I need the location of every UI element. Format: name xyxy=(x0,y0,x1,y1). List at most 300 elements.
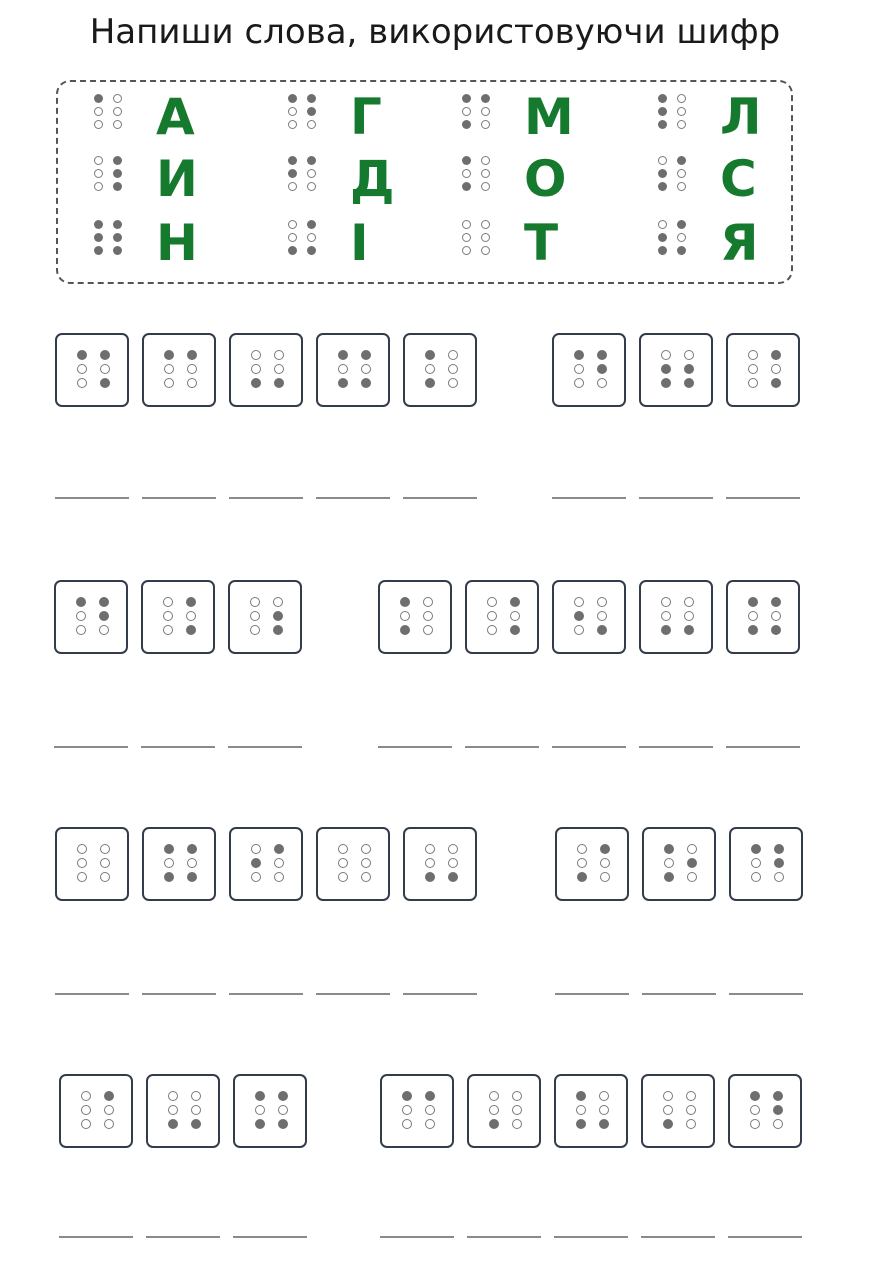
empty-dot xyxy=(104,1119,114,1129)
empty-dot xyxy=(686,1091,696,1101)
empty-dot xyxy=(250,611,260,621)
empty-dot xyxy=(597,611,607,621)
empty-dot xyxy=(748,611,758,621)
empty-dot xyxy=(574,364,584,374)
empty-dot xyxy=(76,625,86,635)
empty-dot xyxy=(251,350,261,360)
raised-dot xyxy=(307,246,316,255)
braille-tile xyxy=(380,1074,454,1148)
braille-tile xyxy=(59,1074,133,1148)
empty-dot xyxy=(686,1105,696,1115)
raised-dot xyxy=(684,625,694,635)
braille-tile xyxy=(642,827,716,901)
cipher-key-letter: Т xyxy=(524,214,559,272)
raised-dot xyxy=(278,1091,288,1101)
raised-dot xyxy=(510,625,520,635)
cipher-key-letter: Д xyxy=(350,150,395,208)
empty-dot xyxy=(77,858,87,868)
raised-dot xyxy=(658,107,667,116)
empty-dot xyxy=(77,364,87,374)
answer-blank[interactable] xyxy=(59,1236,133,1238)
empty-dot xyxy=(250,625,260,635)
answer-blank[interactable] xyxy=(728,1236,802,1238)
raised-dot xyxy=(576,1119,586,1129)
raised-dot xyxy=(658,246,667,255)
empty-dot xyxy=(661,350,671,360)
empty-dot xyxy=(663,1091,673,1101)
raised-dot xyxy=(113,246,122,255)
empty-dot xyxy=(187,378,197,388)
raised-dot xyxy=(164,872,174,882)
empty-dot xyxy=(748,350,758,360)
raised-dot xyxy=(425,378,435,388)
raised-dot xyxy=(577,872,587,882)
empty-dot xyxy=(402,1119,412,1129)
cipher-key-letter: І xyxy=(350,214,369,272)
answer-blank[interactable] xyxy=(554,1236,628,1238)
empty-dot xyxy=(187,364,197,374)
raised-dot xyxy=(771,625,781,635)
empty-dot xyxy=(677,107,686,116)
empty-dot xyxy=(687,872,697,882)
empty-dot xyxy=(661,597,671,607)
raised-dot xyxy=(187,872,197,882)
empty-dot xyxy=(677,182,686,191)
raised-dot xyxy=(274,844,284,854)
empty-dot xyxy=(481,156,490,165)
empty-dot xyxy=(574,597,584,607)
raised-dot xyxy=(600,844,610,854)
raised-dot xyxy=(77,350,87,360)
empty-dot xyxy=(425,858,435,868)
raised-dot xyxy=(658,182,667,191)
raised-dot xyxy=(307,220,316,229)
answer-blank[interactable] xyxy=(378,746,452,748)
raised-dot xyxy=(255,1091,265,1101)
raised-dot xyxy=(113,233,122,242)
raised-dot xyxy=(307,94,316,103)
empty-dot xyxy=(164,378,174,388)
raised-dot xyxy=(100,378,110,388)
empty-dot xyxy=(481,120,490,129)
empty-dot xyxy=(773,1119,783,1129)
raised-dot xyxy=(402,1091,412,1101)
raised-dot xyxy=(661,364,671,374)
empty-dot xyxy=(307,182,316,191)
raised-dot xyxy=(251,378,261,388)
raised-dot xyxy=(661,378,671,388)
braille-tile xyxy=(378,580,452,654)
empty-dot xyxy=(250,597,260,607)
answer-blank[interactable] xyxy=(233,1236,307,1238)
empty-dot xyxy=(771,611,781,621)
cipher-key-letter: Г xyxy=(350,88,382,146)
braille-tile xyxy=(316,827,390,901)
raised-dot xyxy=(113,182,122,191)
raised-dot xyxy=(187,844,197,854)
raised-dot xyxy=(186,625,196,635)
raised-dot xyxy=(677,246,686,255)
empty-dot xyxy=(361,858,371,868)
braille-tile xyxy=(728,1074,802,1148)
empty-dot xyxy=(77,872,87,882)
raised-dot xyxy=(113,220,122,229)
raised-dot xyxy=(771,597,781,607)
empty-dot xyxy=(191,1105,201,1115)
raised-dot xyxy=(338,350,348,360)
raised-dot xyxy=(273,625,283,635)
raised-dot xyxy=(462,156,471,165)
empty-dot xyxy=(81,1105,91,1115)
answer-blank[interactable] xyxy=(229,497,303,499)
braille-tile xyxy=(554,1074,628,1148)
empty-dot xyxy=(81,1091,91,1101)
empty-dot xyxy=(168,1091,178,1101)
empty-dot xyxy=(251,872,261,882)
raised-dot xyxy=(448,872,458,882)
braille-tile xyxy=(141,580,215,654)
empty-dot xyxy=(487,611,497,621)
raised-dot xyxy=(664,872,674,882)
raised-dot xyxy=(338,378,348,388)
raised-dot xyxy=(251,858,261,868)
empty-dot xyxy=(307,233,316,242)
empty-dot xyxy=(481,169,490,178)
answer-blank[interactable] xyxy=(465,746,539,748)
braille-tile xyxy=(55,827,129,901)
answer-blank[interactable] xyxy=(229,993,303,995)
raised-dot xyxy=(462,182,471,191)
answer-blank[interactable] xyxy=(403,993,477,995)
empty-dot xyxy=(574,378,584,388)
braille-tile xyxy=(228,580,302,654)
braille-tile xyxy=(142,333,216,407)
empty-dot xyxy=(462,233,471,242)
empty-dot xyxy=(81,1119,91,1129)
empty-dot xyxy=(163,611,173,621)
empty-dot xyxy=(574,625,584,635)
empty-dot xyxy=(425,1105,435,1115)
raised-dot xyxy=(104,1091,114,1101)
answer-blank[interactable] xyxy=(642,993,716,995)
raised-dot xyxy=(288,94,297,103)
raised-dot xyxy=(273,611,283,621)
empty-dot xyxy=(423,611,433,621)
empty-dot xyxy=(274,858,284,868)
raised-dot xyxy=(274,378,284,388)
raised-dot xyxy=(187,350,197,360)
empty-dot xyxy=(774,872,784,882)
empty-dot xyxy=(481,246,490,255)
raised-dot xyxy=(658,94,667,103)
empty-dot xyxy=(600,858,610,868)
raised-dot xyxy=(94,233,103,242)
answer-blank[interactable] xyxy=(467,1236,541,1238)
empty-dot xyxy=(288,233,297,242)
raised-dot xyxy=(510,597,520,607)
answer-blank[interactable] xyxy=(228,746,302,748)
raised-dot xyxy=(425,1091,435,1101)
braille-tile xyxy=(639,333,713,407)
raised-dot xyxy=(748,625,758,635)
answer-blank[interactable] xyxy=(729,993,803,995)
empty-dot xyxy=(748,364,758,374)
empty-dot xyxy=(76,611,86,621)
cipher-key-letter: Л xyxy=(720,88,762,146)
empty-dot xyxy=(577,844,587,854)
raised-dot xyxy=(361,350,371,360)
empty-dot xyxy=(338,364,348,374)
raised-dot xyxy=(99,597,109,607)
raised-dot xyxy=(489,1119,499,1129)
empty-dot xyxy=(113,120,122,129)
empty-dot xyxy=(677,94,686,103)
cipher-key-letter: С xyxy=(720,150,757,208)
empty-dot xyxy=(684,350,694,360)
empty-dot xyxy=(100,844,110,854)
cipher-key-letter: И xyxy=(156,150,198,208)
answer-blank[interactable] xyxy=(555,993,629,995)
empty-dot xyxy=(597,378,607,388)
braille-tile xyxy=(316,333,390,407)
empty-dot xyxy=(94,107,103,116)
empty-dot xyxy=(288,220,297,229)
raised-dot xyxy=(574,350,584,360)
raised-dot xyxy=(599,1119,609,1129)
empty-dot xyxy=(658,156,667,165)
cipher-key-box xyxy=(56,80,793,284)
raised-dot xyxy=(481,94,490,103)
empty-dot xyxy=(251,844,261,854)
empty-dot xyxy=(448,844,458,854)
raised-dot xyxy=(663,1119,673,1129)
empty-dot xyxy=(687,844,697,854)
raised-dot xyxy=(278,1119,288,1129)
empty-dot xyxy=(600,872,610,882)
answer-blank[interactable] xyxy=(141,746,215,748)
empty-dot xyxy=(191,1091,201,1101)
cipher-key-letter: О xyxy=(524,150,567,208)
raised-dot xyxy=(164,350,174,360)
empty-dot xyxy=(94,120,103,129)
empty-dot xyxy=(751,872,761,882)
empty-dot xyxy=(751,858,761,868)
empty-dot xyxy=(338,844,348,854)
answer-blank[interactable] xyxy=(639,746,713,748)
empty-dot xyxy=(186,611,196,621)
empty-dot xyxy=(113,107,122,116)
cipher-key-letter: Н xyxy=(156,214,198,272)
answer-blank[interactable] xyxy=(641,1236,715,1238)
page-title: Напиши слова, використовуючи шифр xyxy=(89,12,781,52)
empty-dot xyxy=(686,1119,696,1129)
raised-dot xyxy=(288,246,297,255)
empty-dot xyxy=(273,597,283,607)
empty-dot xyxy=(94,156,103,165)
raised-dot xyxy=(76,597,86,607)
empty-dot xyxy=(278,1105,288,1115)
cipher-key-letter: А xyxy=(156,88,195,146)
empty-dot xyxy=(748,378,758,388)
empty-dot xyxy=(510,611,520,621)
braille-tile xyxy=(726,333,800,407)
empty-dot xyxy=(448,350,458,360)
empty-dot xyxy=(487,625,497,635)
raised-dot xyxy=(773,1105,783,1115)
raised-dot xyxy=(288,169,297,178)
empty-dot xyxy=(94,169,103,178)
raised-dot xyxy=(94,246,103,255)
braille-tile xyxy=(552,333,626,407)
empty-dot xyxy=(462,169,471,178)
braille-tile xyxy=(403,827,477,901)
cipher-key-letter: Я xyxy=(720,214,759,272)
raised-dot xyxy=(361,378,371,388)
raised-dot xyxy=(658,169,667,178)
answer-blank[interactable] xyxy=(55,993,129,995)
empty-dot xyxy=(684,597,694,607)
braille-tile xyxy=(233,1074,307,1148)
raised-dot xyxy=(751,844,761,854)
answer-blank[interactable] xyxy=(54,746,128,748)
raised-dot xyxy=(288,156,297,165)
empty-dot xyxy=(113,94,122,103)
empty-dot xyxy=(750,1119,760,1129)
empty-dot xyxy=(338,872,348,882)
answer-blank[interactable] xyxy=(639,497,713,499)
braille-tile xyxy=(726,580,800,654)
empty-dot xyxy=(448,378,458,388)
braille-tile xyxy=(54,580,128,654)
answer-blank[interactable] xyxy=(552,497,626,499)
raised-dot xyxy=(94,94,103,103)
raised-dot xyxy=(661,625,671,635)
answer-blank[interactable] xyxy=(552,746,626,748)
empty-dot xyxy=(361,364,371,374)
answer-blank[interactable] xyxy=(380,1236,454,1238)
empty-dot xyxy=(487,597,497,607)
raised-dot xyxy=(425,350,435,360)
empty-dot xyxy=(94,182,103,191)
empty-dot xyxy=(288,182,297,191)
raised-dot xyxy=(307,156,316,165)
empty-dot xyxy=(163,597,173,607)
raised-dot xyxy=(400,625,410,635)
empty-dot xyxy=(462,246,471,255)
raised-dot xyxy=(774,858,784,868)
raised-dot xyxy=(658,233,667,242)
raised-dot xyxy=(425,872,435,882)
raised-dot xyxy=(773,1091,783,1101)
raised-dot xyxy=(774,844,784,854)
answer-blank[interactable] xyxy=(55,497,129,499)
raised-dot xyxy=(597,364,607,374)
empty-dot xyxy=(661,611,671,621)
cipher-key-letter: М xyxy=(524,88,574,146)
raised-dot xyxy=(113,156,122,165)
raised-dot xyxy=(664,844,674,854)
empty-dot xyxy=(100,364,110,374)
raised-dot xyxy=(771,350,781,360)
empty-dot xyxy=(100,872,110,882)
raised-dot xyxy=(677,156,686,165)
raised-dot xyxy=(684,378,694,388)
raised-dot xyxy=(658,120,667,129)
braille-tile xyxy=(552,580,626,654)
empty-dot xyxy=(597,597,607,607)
answer-blank[interactable] xyxy=(146,1236,220,1238)
braille-tile xyxy=(729,827,803,901)
empty-dot xyxy=(512,1119,522,1129)
answer-blank[interactable] xyxy=(316,993,390,995)
empty-dot xyxy=(307,120,316,129)
empty-dot xyxy=(288,107,297,116)
empty-dot xyxy=(489,1091,499,1101)
empty-dot xyxy=(168,1105,178,1115)
answer-blank[interactable] xyxy=(142,993,216,995)
empty-dot xyxy=(274,364,284,374)
braille-tile xyxy=(55,333,129,407)
answer-blank[interactable] xyxy=(726,746,800,748)
raised-dot xyxy=(113,169,122,178)
raised-dot xyxy=(99,611,109,621)
empty-dot xyxy=(512,1091,522,1101)
empty-dot xyxy=(187,858,197,868)
braille-tile xyxy=(465,580,539,654)
answer-blank[interactable] xyxy=(142,497,216,499)
empty-dot xyxy=(164,858,174,868)
raised-dot xyxy=(191,1119,201,1129)
braille-tile xyxy=(146,1074,220,1148)
raised-dot xyxy=(574,611,584,621)
raised-dot xyxy=(597,625,607,635)
answer-blank[interactable] xyxy=(726,497,800,499)
raised-dot xyxy=(94,220,103,229)
raised-dot xyxy=(750,1091,760,1101)
empty-dot xyxy=(361,844,371,854)
empty-dot xyxy=(361,872,371,882)
raised-dot xyxy=(100,350,110,360)
empty-dot xyxy=(338,858,348,868)
raised-dot xyxy=(684,364,694,374)
answer-blank[interactable] xyxy=(316,497,390,499)
empty-dot xyxy=(599,1091,609,1101)
empty-dot xyxy=(576,1105,586,1115)
empty-dot xyxy=(400,611,410,621)
raised-dot xyxy=(462,94,471,103)
empty-dot xyxy=(77,844,87,854)
empty-dot xyxy=(481,107,490,116)
empty-dot xyxy=(448,364,458,374)
raised-dot xyxy=(462,120,471,129)
braille-tile xyxy=(229,827,303,901)
empty-dot xyxy=(288,120,297,129)
raised-dot xyxy=(400,597,410,607)
empty-dot xyxy=(423,597,433,607)
empty-dot xyxy=(99,625,109,635)
raised-dot xyxy=(748,597,758,607)
empty-dot xyxy=(489,1105,499,1115)
empty-dot xyxy=(255,1105,265,1115)
empty-dot xyxy=(512,1105,522,1115)
empty-dot xyxy=(481,182,490,191)
empty-dot xyxy=(577,858,587,868)
empty-dot xyxy=(274,350,284,360)
answer-blank[interactable] xyxy=(403,497,477,499)
empty-dot xyxy=(677,169,686,178)
empty-dot xyxy=(462,107,471,116)
empty-dot xyxy=(164,364,174,374)
